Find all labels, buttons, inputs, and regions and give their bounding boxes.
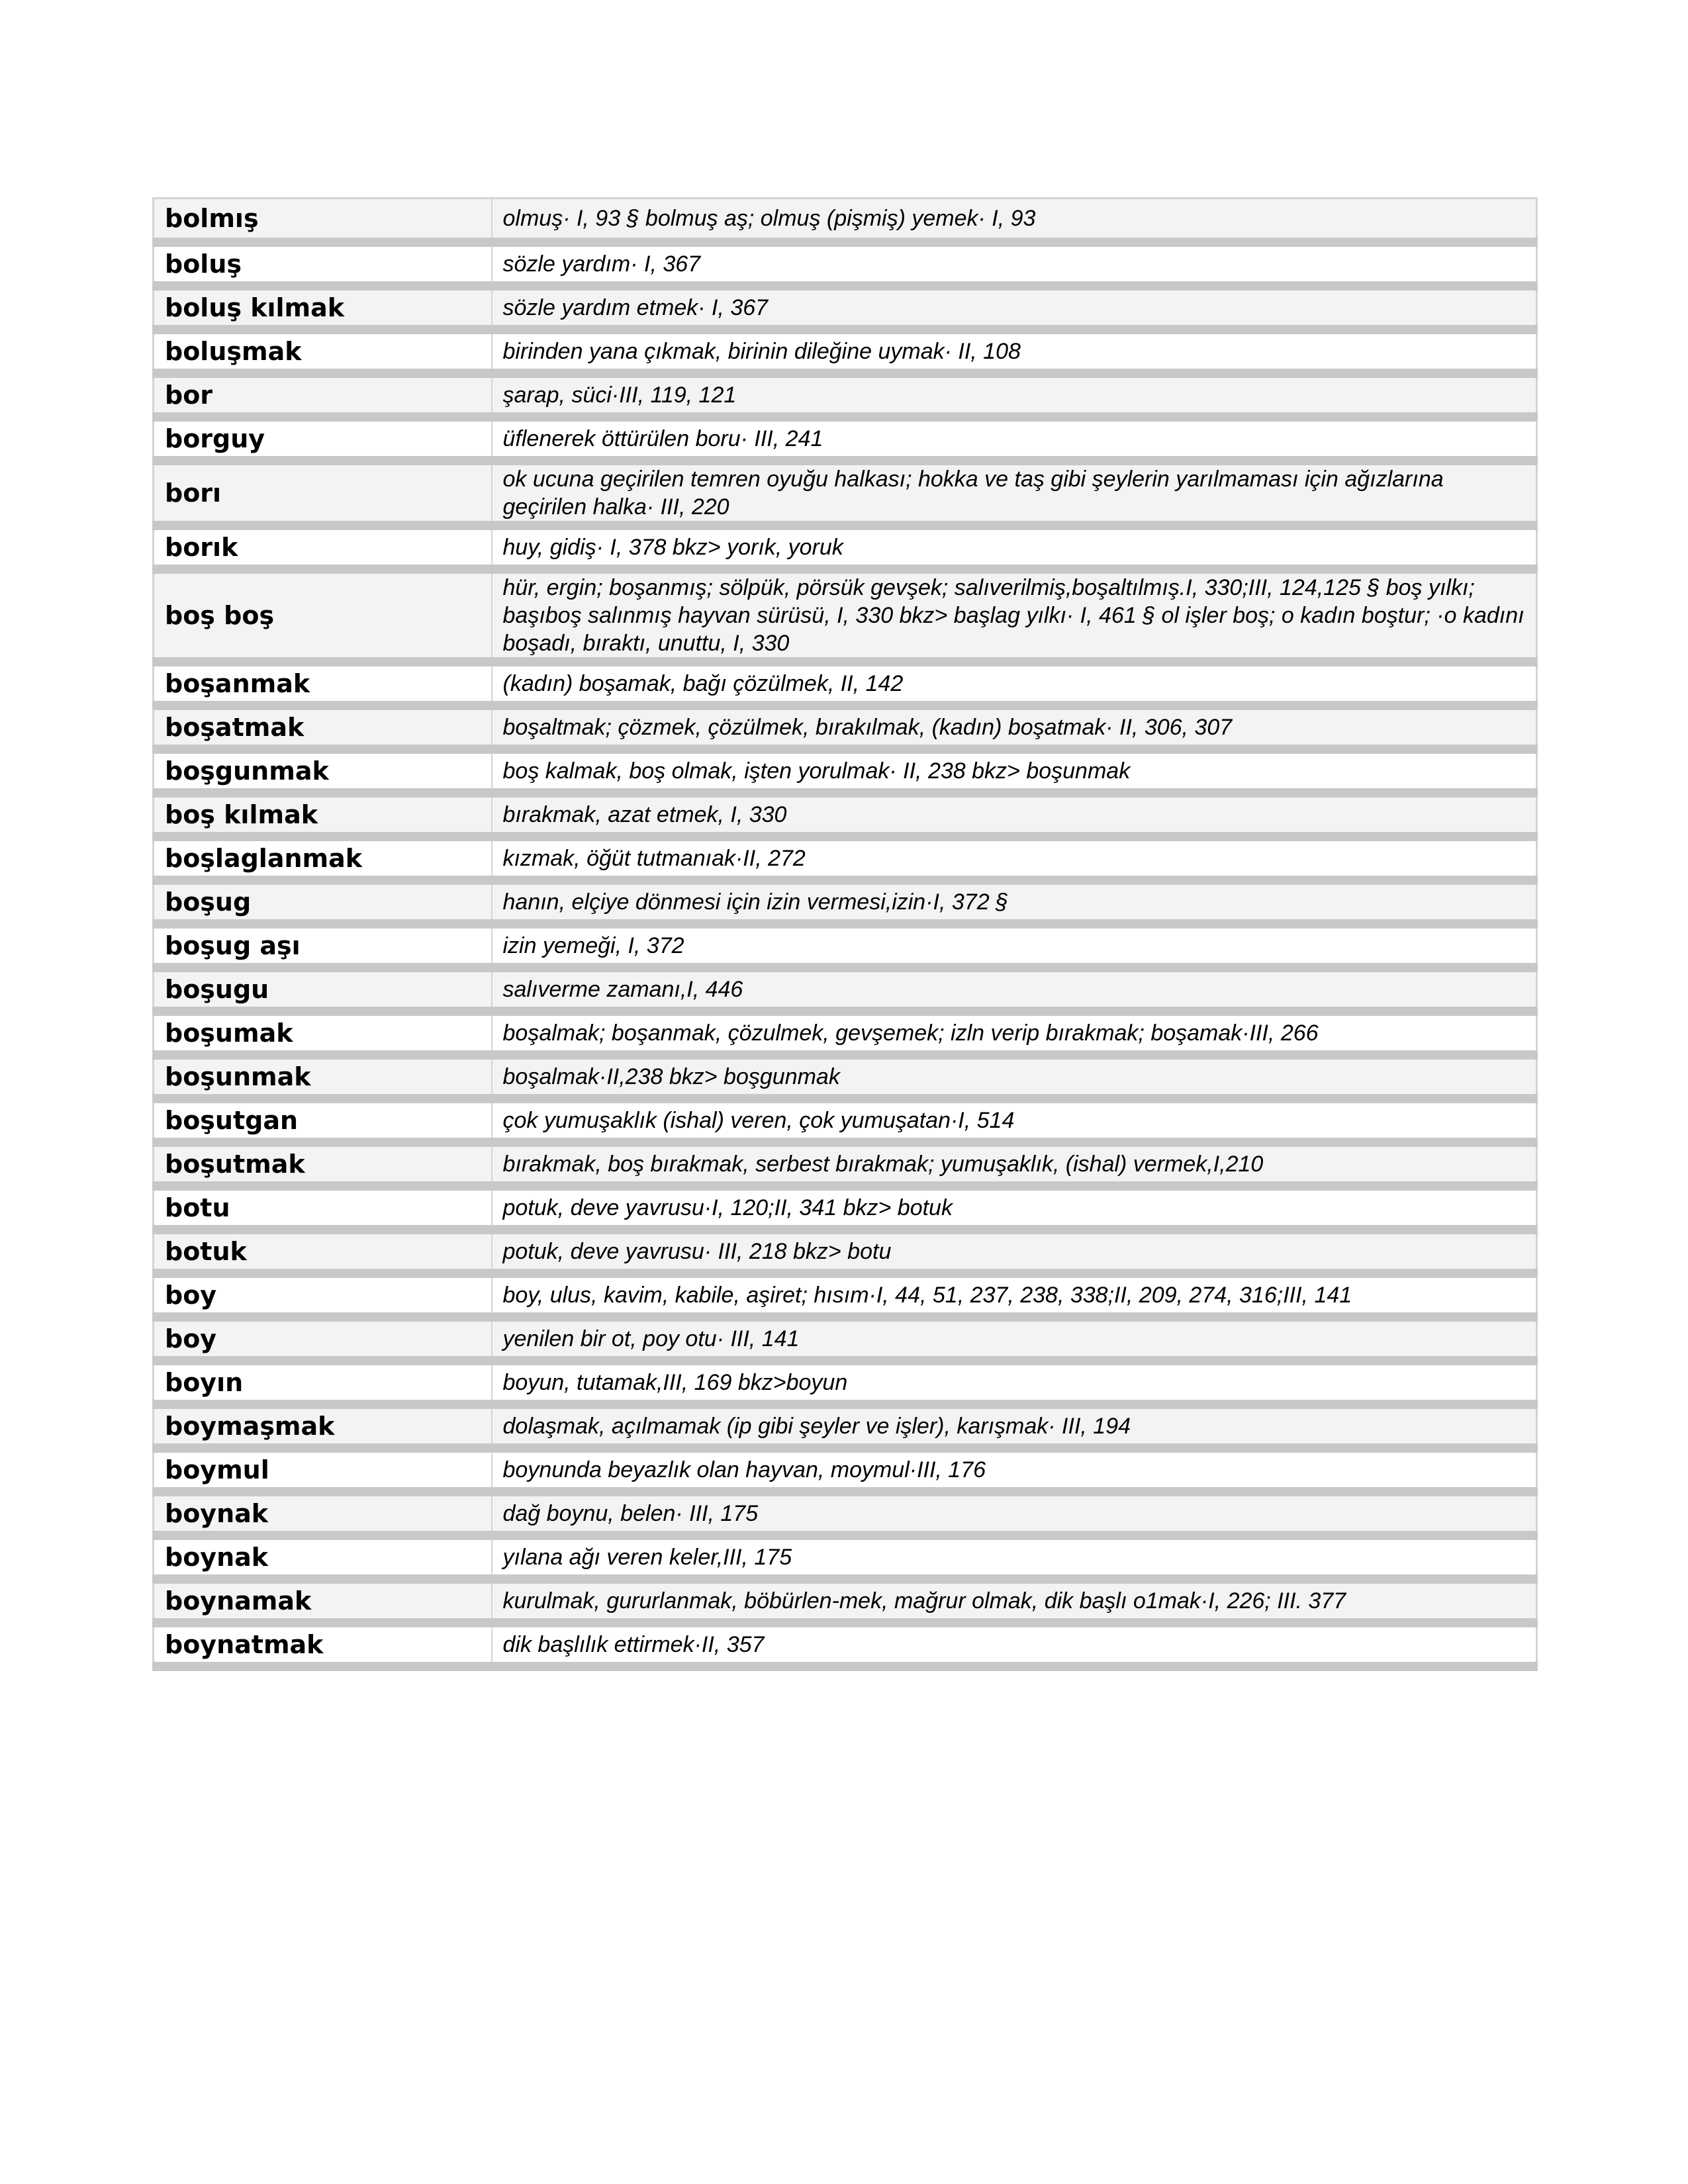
entry-term: borguy: [165, 424, 265, 453]
table-row: [154, 286, 1537, 330]
entry-term: boymaşmak: [165, 1411, 335, 1441]
entry-term: boşutmak: [165, 1149, 305, 1179]
definition-cell: [492, 749, 1537, 793]
entry-definition: sözle yardım· I, 367: [502, 251, 701, 277]
entry-term: botuk: [165, 1236, 247, 1266]
table-row: [154, 1361, 1537, 1404]
table-row: [154, 1099, 1537, 1142]
term-cell: [154, 461, 492, 525]
table-row: [154, 1448, 1537, 1492]
table-row: [154, 1273, 1537, 1317]
table-row: [154, 880, 1537, 924]
table-row: [154, 1623, 1537, 1666]
definition-cell: [492, 1230, 1537, 1273]
entry-term: boymul: [165, 1455, 269, 1484]
term-cell: [154, 749, 492, 793]
entry-term: bolmış: [165, 203, 259, 233]
entry-term: borı: [165, 478, 222, 508]
table-row: [154, 199, 1537, 242]
term-cell: [154, 1099, 492, 1142]
term-cell: [154, 1186, 492, 1230]
dictionary-body: [154, 199, 1537, 1666]
entry-term: boynatmak: [165, 1629, 324, 1659]
entry-definition: kurulmak, gururlanmak, böbürlen-mek, mağrur olmak, dik başlı o1mak·I, 226; III. 377: [502, 1588, 1346, 1614]
entry-term: boluş: [165, 249, 242, 279]
table-row: [154, 662, 1537, 705]
term-cell: [154, 1623, 492, 1666]
definition-cell: [492, 1535, 1537, 1579]
entry-definition: kızmak, öğüt tutmanıak·II, 272: [502, 845, 806, 871]
definition-cell: [492, 1099, 1537, 1142]
table-row: [154, 1186, 1537, 1230]
definition-cell: [492, 525, 1537, 569]
term-cell: [154, 705, 492, 749]
entry-definition: boşalmak·II,238 bkz> boşgunmak: [502, 1064, 840, 1089]
table-row: [154, 569, 1537, 662]
definition-cell: [492, 1055, 1537, 1099]
entry-term: boşgunmak: [165, 756, 329, 786]
entry-definition: boyun, tutamak,III, 169 bkz>boyun: [502, 1369, 848, 1395]
table-row: [154, 1011, 1537, 1055]
entry-definition: dik başlılık ettirmek·II, 357: [502, 1631, 765, 1657]
term-cell: [154, 1142, 492, 1186]
definition-cell: [492, 793, 1537, 837]
definition-cell: [492, 417, 1537, 461]
term-cell: [154, 924, 492, 968]
term-cell: [154, 286, 492, 330]
term-cell: [154, 525, 492, 569]
term-cell: [154, 837, 492, 880]
term-cell: [154, 569, 492, 662]
entry-term: botu: [165, 1193, 230, 1222]
table-row: [154, 373, 1537, 417]
entry-definition: boynunda beyazlık olan hayvan, moymul·III, 176: [502, 1457, 986, 1482]
definition-cell: [492, 286, 1537, 330]
entry-definition: izin yemeği, I, 372: [502, 933, 684, 958]
entry-term: boyın: [165, 1367, 244, 1397]
term-cell: [154, 330, 492, 373]
entry-term: boşugu: [165, 974, 269, 1004]
table-row: [154, 749, 1537, 793]
entry-definition: potuk, deve yavrusu·I, 120;II, 341 bkz> botuk: [502, 1195, 953, 1220]
entry-term: boşumak: [165, 1018, 293, 1048]
entry-term: boluşmak: [165, 336, 302, 366]
definition-cell: [492, 461, 1537, 525]
entry-term: boşug aşı: [165, 931, 301, 960]
entry-definition: boş kalmak, boş olmak, işten yorulmak· II, 238 bkz> boşunmak: [502, 758, 1131, 784]
entry-definition: salıverme zamanı,I, 446: [502, 976, 743, 1002]
term-cell: [154, 662, 492, 705]
definition-cell: [492, 880, 1537, 924]
definition-cell: [492, 373, 1537, 417]
term-cell: [154, 1579, 492, 1623]
table-row: [154, 242, 1537, 286]
definition-cell: [492, 1011, 1537, 1055]
entry-definition: yılana ağı veren keler,III, 175: [502, 1544, 792, 1570]
entry-term: boş kılmak: [165, 799, 318, 829]
entry-definition: yenilen bir ot, poy otu· III, 141: [502, 1326, 800, 1351]
definition-cell: [492, 924, 1537, 968]
table-row: [154, 1492, 1537, 1535]
term-cell: [154, 242, 492, 286]
table-row: [154, 525, 1537, 569]
entry-definition: boy, ulus, kavim, kabile, aşiret; hısım·I, 44, 51, 237, 238, 338;II, 209, 274, 316;III, 141: [502, 1282, 1352, 1308]
entry-definition: dolaşmak, açılmamak (ip gibi şeyler ve işler), karışmak· III, 194: [502, 1413, 1131, 1439]
entry-term: boşlaglanmak: [165, 843, 363, 873]
table-row: [154, 461, 1537, 525]
term-cell: [154, 1448, 492, 1492]
term-cell: [154, 199, 492, 242]
term-cell: [154, 1011, 492, 1055]
entry-definition: bırakmak, boş bırakmak, serbest bırakmak; yumuşaklık, (ishal) vermek,I,210: [502, 1151, 1264, 1177]
table-row: [154, 1230, 1537, 1273]
term-cell: [154, 1404, 492, 1448]
entry-definition: (kadın) boşamak, bağı çözülmek, II, 142: [502, 670, 904, 696]
entry-term: boluş kılmak: [165, 293, 345, 322]
entry-term: boşutgan: [165, 1105, 299, 1135]
definition-cell: [492, 1142, 1537, 1186]
term-cell: [154, 1492, 492, 1535]
term-cell: [154, 1055, 492, 1099]
table-row: [154, 417, 1537, 461]
definition-cell: [492, 199, 1537, 242]
entry-definition: huy, gidiş· I, 378 bkz> yorık, yoruk: [502, 534, 843, 560]
table-row: [154, 1404, 1537, 1448]
entry-term: boy: [165, 1280, 217, 1310]
entry-definition: birinden yana çıkmak, birinin dileğine uymak· II, 108: [502, 338, 1021, 364]
entry-term: boynamak: [165, 1586, 312, 1615]
definition-cell: [492, 837, 1537, 880]
definition-cell: [492, 242, 1537, 286]
entry-definition: hür, ergin; boşanmış; sölpük, pörsük gevşek; salıverilmiş,boşaltılmış.I, 330;III, 124,125 § boş yılkı; başıboş salınmış hayvan sürüsü, I, 330 bkz> başlag yılkı· I, 461 § ol işler boş; o kadın boştur; ·o kadını boşadı, bıraktı, unuttu, I, 330: [502, 574, 1524, 656]
definition-cell: [492, 1317, 1537, 1361]
table-row: [154, 1055, 1537, 1099]
table-row: [154, 1142, 1537, 1186]
definition-cell: [492, 1186, 1537, 1230]
table-row: [154, 1579, 1537, 1623]
term-cell: [154, 1535, 492, 1579]
entry-term: boynak: [165, 1498, 269, 1528]
entry-definition: dağ boynu, belen· III, 175: [502, 1500, 759, 1526]
entry-definition: üflenerek öttürülen boru· III, 241: [502, 426, 823, 451]
table-row: [154, 330, 1537, 373]
term-cell: [154, 1230, 492, 1273]
term-cell: [154, 1361, 492, 1404]
definition-cell: [492, 1273, 1537, 1317]
table-row: [154, 837, 1537, 880]
table-row: [154, 1535, 1537, 1579]
dictionary-table: [152, 197, 1538, 1671]
table-row: [154, 968, 1537, 1011]
entry-term: boşunmak: [165, 1062, 311, 1091]
entry-term: bor: [165, 380, 213, 410]
term-cell: [154, 417, 492, 461]
entry-definition: potuk, deve yavrusu· III, 218 bkz> botu: [502, 1238, 892, 1264]
definition-cell: [492, 1361, 1537, 1404]
term-cell: [154, 968, 492, 1011]
entry-term: boş boş: [165, 600, 275, 630]
entry-definition: bırakmak, azat etmek, I, 330: [502, 801, 787, 827]
entry-term: boşanmak: [165, 668, 310, 698]
definition-cell: [492, 1579, 1537, 1623]
term-cell: [154, 1273, 492, 1317]
definition-cell: [492, 662, 1537, 705]
term-cell: [154, 880, 492, 924]
entry-definition: olmuş· I, 93 § bolmuş aş; olmuş (pişmiş) yemek· I, 93: [502, 205, 1036, 231]
entry-definition: boşalmak; boşanmak, çözulmek, gevşemek; izln verip bırakmak; boşamak·III, 266: [502, 1020, 1319, 1046]
entry-term: borık: [165, 532, 238, 562]
term-cell: [154, 1317, 492, 1361]
entry-term: boynak: [165, 1542, 269, 1572]
definition-cell: [492, 1404, 1537, 1448]
definition-cell: [492, 1448, 1537, 1492]
entry-term: boşatmak: [165, 712, 305, 742]
entry-definition: hanın, elçiye dönmesi için izin vermesi,izin·I, 372 §: [502, 889, 1008, 915]
definition-cell: [492, 569, 1537, 662]
table-row: [154, 1317, 1537, 1361]
definition-cell: [492, 1623, 1537, 1666]
definition-cell: [492, 705, 1537, 749]
term-cell: [154, 373, 492, 417]
definition-cell: [492, 968, 1537, 1011]
entry-term: boşug: [165, 887, 252, 917]
entry-term: boy: [165, 1324, 217, 1353]
table-row: [154, 705, 1537, 749]
table-row: [154, 793, 1537, 837]
table-row: [154, 924, 1537, 968]
entry-definition: şarap, süci·III, 119, 121: [502, 382, 737, 408]
entry-definition: boşaltmak; çözmek, çözülmek, bırakılmak, (kadın) boşatmak· II, 306, 307: [502, 714, 1233, 740]
entry-definition: çok yumuşaklık (ishal) veren, çok yumuşatan·I, 514: [502, 1107, 1015, 1133]
term-cell: [154, 793, 492, 837]
definition-cell: [492, 1492, 1537, 1535]
entry-definition: sözle yardım etmek· I, 367: [502, 295, 769, 320]
definition-cell: [492, 330, 1537, 373]
entry-definition: ok ucuna geçirilen temren oyuğu halkası; hokka ve taş gibi şeylerin yarılmaması için ağızlarına geçirilen halka· III, 220: [502, 466, 1444, 520]
